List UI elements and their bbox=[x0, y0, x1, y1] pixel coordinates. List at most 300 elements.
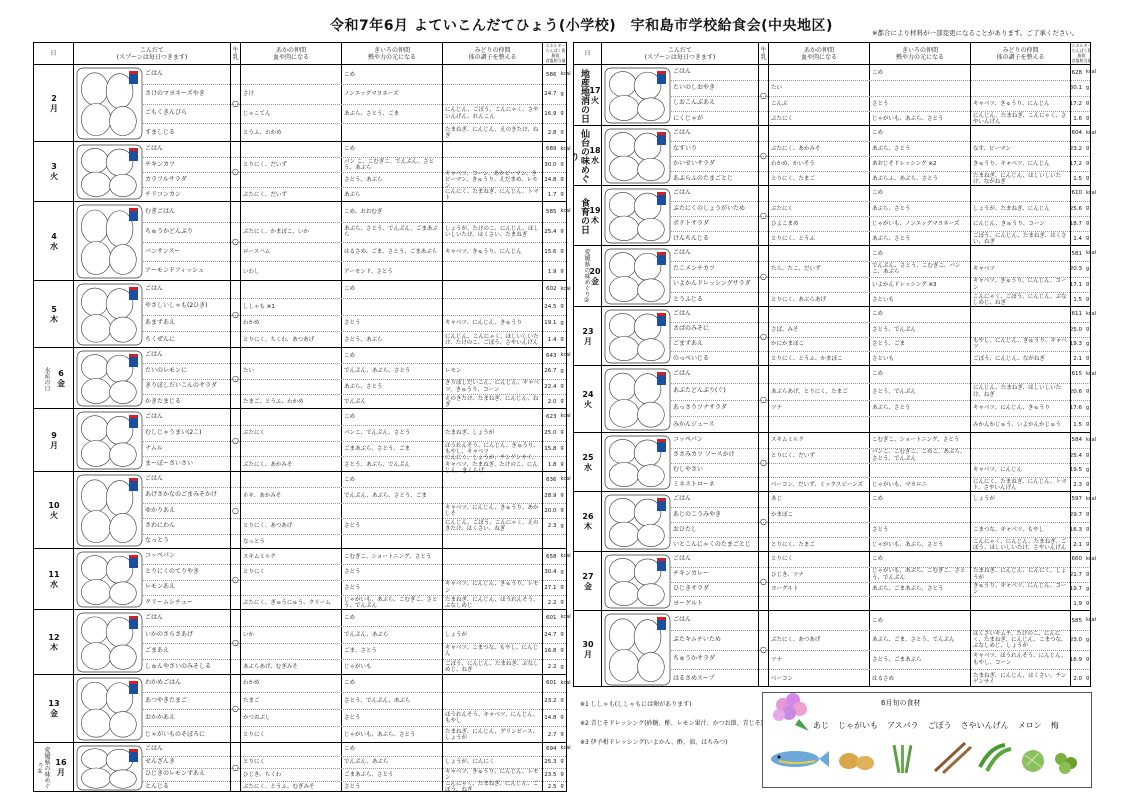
red-ingredients: とりにく bbox=[243, 759, 266, 766]
dish-name: たいのレモンに bbox=[145, 367, 188, 375]
yellow-ingredients: こめ bbox=[872, 130, 884, 137]
seasonal-title: 6月旬の食材 bbox=[881, 699, 921, 707]
nutrition-unit: kcal bbox=[1086, 616, 1097, 623]
nutrition-value: 25.0 bbox=[544, 430, 557, 437]
green-ingredients: レモン bbox=[445, 368, 462, 375]
yellow-ingredients: はるさめ、ごま、さとう、ごまあぶら bbox=[344, 248, 438, 255]
red-ingredients bbox=[241, 348, 341, 363]
green-ingredients: ほうれんそう、にんじん、きゅうり、もやし、キャベツ bbox=[445, 442, 539, 455]
dish-row bbox=[671, 201, 1090, 216]
dish-name: あまずあえ bbox=[145, 319, 176, 327]
day-weekday: 火 bbox=[50, 510, 58, 520]
day-date bbox=[34, 549, 74, 610]
yellow-ingredients: さとう bbox=[344, 784, 361, 791]
red-ingredients: ぶたにく bbox=[243, 430, 266, 437]
dish-name: チキンカツ bbox=[145, 160, 175, 168]
green-ingredients bbox=[443, 85, 542, 103]
red-ingredients: わかめ bbox=[243, 680, 260, 687]
dish-name: むぎごはん bbox=[145, 207, 176, 215]
nutrition-unit: g bbox=[1086, 451, 1090, 458]
dish-name: レモンあえ bbox=[145, 583, 176, 591]
dish-name: けんちんじる bbox=[673, 234, 710, 242]
red-ingredients: とりにく、あつあげ bbox=[243, 523, 293, 530]
green-ingredients bbox=[443, 281, 542, 298]
yellow-ingredients bbox=[870, 81, 970, 95]
nutrition-value: 586 bbox=[546, 71, 557, 78]
yellow-ingredients: さとう、でんぷん、あぶら bbox=[344, 697, 411, 704]
red-ingredients: スキムミルク bbox=[243, 553, 276, 560]
dish-row bbox=[143, 456, 566, 472]
nutrition-value: 23.2 bbox=[1069, 145, 1083, 152]
nutrition-value: 23.2 bbox=[544, 697, 557, 704]
dish-name: なっとう bbox=[145, 537, 170, 545]
nutrition-unit: kcal bbox=[1086, 310, 1097, 317]
dish-row bbox=[671, 400, 1090, 417]
red-ingredients: あぶらあげ、むぎみそ bbox=[243, 664, 298, 671]
day-weekday: 月 bbox=[50, 440, 58, 450]
day-block-18 bbox=[568, 126, 1097, 186]
day-weekday: 水 bbox=[584, 462, 592, 472]
nutrition-value: 21.7 bbox=[1069, 571, 1083, 578]
yellow-ingredients: あぶら、さとう、ごま bbox=[344, 110, 400, 117]
nutrition-value: 24.8 bbox=[544, 176, 557, 183]
dish-row bbox=[671, 141, 1090, 156]
nutrition-unit: g bbox=[1086, 99, 1090, 106]
dish-name: むしじゃうまい(2こ) bbox=[145, 428, 202, 436]
dish-row bbox=[143, 580, 566, 595]
dish-row bbox=[143, 709, 566, 726]
yellow-ingredients: あぶら、ごまあぶら、さとう bbox=[872, 586, 944, 593]
red-ingredients bbox=[241, 504, 341, 518]
yellow-ingredients: さとう、ごま bbox=[872, 341, 906, 348]
dish-row bbox=[143, 363, 566, 378]
nutrition-value: 25.0 bbox=[1069, 326, 1083, 333]
dish-name: ごはん bbox=[145, 412, 164, 420]
nutrition-value: 1.5 bbox=[1073, 175, 1083, 182]
nutrition-unit: g bbox=[560, 522, 564, 529]
day-block-19 bbox=[574, 186, 1097, 246]
red-ingredients: わかめ、かいそう bbox=[771, 160, 815, 167]
nutrition-unit: g bbox=[560, 631, 564, 638]
yellow-ingredients bbox=[342, 535, 442, 549]
red-ingredients bbox=[241, 173, 341, 187]
header-nutrition: エネルギー たんぱく質 脂質 食塩相当量 bbox=[545, 43, 566, 63]
header-red: あかの仲間 血や肉になる bbox=[769, 43, 870, 65]
green-ingredients: ほうれんそう、キャベツ、にんじん、もやし bbox=[445, 711, 539, 724]
meal-tray-illustration bbox=[604, 368, 671, 431]
yellow-ingredients: さとう bbox=[872, 100, 889, 107]
dish-name: のっぺいじる bbox=[673, 354, 709, 362]
nutrition-value: 20.0 bbox=[544, 507, 557, 514]
dish-row bbox=[671, 126, 1097, 141]
meal-tray-illustration bbox=[76, 551, 143, 608]
dish-row bbox=[143, 518, 566, 533]
day-date bbox=[34, 65, 74, 142]
red-ingredients bbox=[241, 472, 341, 487]
nutrition-value: 689 bbox=[546, 146, 557, 153]
milk-mark: ○ bbox=[232, 98, 239, 108]
red-ingredients: とりにく、とうふ、かまぼこ bbox=[771, 356, 843, 363]
green-ingredients bbox=[443, 549, 542, 564]
day-date bbox=[588, 65, 602, 126]
milk-mark: ○ bbox=[232, 763, 239, 772]
nutrition-unit: g bbox=[1086, 481, 1090, 488]
dish-name: ひじきサラダ bbox=[673, 585, 709, 593]
yellow-ingredients: ノンエッグマヨネーズ bbox=[344, 91, 399, 98]
seasonal-item: アスパラ bbox=[887, 721, 919, 730]
dish-row bbox=[143, 123, 566, 142]
nutrition-value: 602 bbox=[546, 286, 557, 293]
yellow-ingredients bbox=[870, 508, 970, 522]
yellow-ingredients: パンこ、でんぷん、さとう bbox=[344, 430, 411, 437]
day-date bbox=[34, 281, 74, 348]
dish-row bbox=[671, 171, 1090, 186]
day-number: 16 bbox=[55, 758, 67, 768]
dish-name: やさしいしゃも(2ひき) bbox=[145, 302, 208, 310]
red-ingredients: こんぶ bbox=[771, 100, 788, 107]
yellow-ingredients: さとう、あぶら、でんぷん bbox=[344, 461, 411, 468]
dish-name: ごはん bbox=[145, 70, 164, 78]
day-weekday: 金 bbox=[591, 276, 599, 286]
day-date bbox=[34, 472, 74, 549]
green-ingredients: こんにゃく、にんじん、たまねぎ、ごぼう、ほしいしいたけ、さやいんげん bbox=[973, 538, 1067, 551]
dish-name: あぶたどんぶり(ぐ) bbox=[673, 387, 726, 395]
green-ingredients: しょうが bbox=[445, 631, 468, 638]
menu-table-left bbox=[33, 42, 571, 794]
nutrition-value: 2.8 bbox=[547, 129, 557, 136]
day-date bbox=[574, 433, 602, 492]
header-yellow: きいろの仲間 熱や力の元になる bbox=[342, 43, 443, 65]
green-ingredients: きゅうり、キャベツ、にんじん bbox=[973, 160, 1050, 167]
dish-row bbox=[671, 611, 1097, 630]
nutrition-value: 1.9 bbox=[547, 268, 557, 275]
nutrition-unit: kcal bbox=[560, 285, 571, 292]
nutrition-value: 623 bbox=[546, 413, 557, 420]
dish-name: ごはん bbox=[673, 555, 692, 563]
dish-name: チキンカレー bbox=[673, 570, 709, 578]
dish-name: バンサンスー bbox=[145, 247, 181, 255]
nutrition-unit: g bbox=[560, 429, 564, 436]
yellow-ingredients bbox=[870, 597, 970, 611]
dish-name: ぶたキムチいため bbox=[673, 636, 721, 644]
day-block-30 bbox=[574, 611, 1097, 688]
nutrition-unit: g bbox=[1086, 340, 1090, 347]
yellow-ingredients: でんぷん、あぶら、さとう bbox=[344, 368, 411, 375]
green-ingredients: ごぼう、にんじん、たまねぎ、はくさい、ねぎ bbox=[973, 232, 1067, 245]
nutrition-value: 20.6 bbox=[1069, 388, 1083, 395]
dish-name: ゆかりあえ bbox=[145, 506, 176, 514]
milk-mark: ○ bbox=[760, 576, 767, 586]
dish-row bbox=[143, 692, 566, 709]
nutrition-unit: g bbox=[1086, 355, 1090, 362]
nutrition-unit: kcal bbox=[1086, 249, 1097, 256]
header-red: あかの仲間 血や肉になる bbox=[241, 43, 342, 65]
nutrition-unit: g bbox=[1086, 145, 1090, 152]
dish-row bbox=[671, 650, 1090, 669]
day-weekday: 金 bbox=[584, 581, 592, 591]
nutrition-unit: kcal bbox=[1086, 555, 1097, 562]
dish-row bbox=[143, 315, 566, 332]
dish-name: むしやさい bbox=[673, 466, 704, 474]
yellow-ingredients: じゃがいも、あぶら、さとう bbox=[344, 731, 416, 738]
red-ingredients bbox=[769, 523, 869, 537]
day-block-20 bbox=[574, 246, 1097, 307]
green-ingredients bbox=[443, 743, 542, 756]
meal-tray-illustration bbox=[76, 67, 143, 140]
day-date bbox=[34, 409, 74, 472]
red-ingredients: ぶたにく、とうふ、むぎみそ bbox=[243, 784, 315, 791]
yellow-ingredients: さとう、でんぷん bbox=[872, 388, 917, 395]
day-block-17 bbox=[574, 65, 1097, 126]
nutrition-unit: g bbox=[1086, 570, 1090, 577]
nutrition-unit: kcal bbox=[560, 745, 571, 752]
nutrition-unit: g bbox=[560, 568, 564, 575]
day-weekday: 月 bbox=[57, 768, 65, 777]
day-date bbox=[574, 611, 602, 688]
dish-row bbox=[143, 104, 566, 123]
red-ingredients: とうふ、わかめ bbox=[243, 129, 282, 136]
day-number: 11 bbox=[48, 569, 60, 579]
nutrition-unit: g bbox=[560, 176, 564, 183]
melon-icon bbox=[1022, 750, 1044, 772]
nutrition-unit: g bbox=[560, 599, 564, 606]
yellow-ingredients: じゃがいも、あぶら、こむぎこ、さとう、でんぷん bbox=[872, 568, 966, 581]
dish-row bbox=[671, 477, 1090, 492]
dish-name: いかのさらさあげ bbox=[145, 630, 194, 638]
dish-row bbox=[143, 157, 566, 172]
green-ingredients: しょうが、たけのこ、にんじん、ほしいしいたけ、はくさい、たまねぎ bbox=[445, 225, 539, 239]
nutrition-unit: g bbox=[560, 248, 564, 255]
dish-name: ごはん bbox=[673, 249, 692, 257]
day-date bbox=[574, 307, 602, 366]
day-number: 25 bbox=[582, 452, 594, 462]
red-ingredients: ベーコン、だいず、ミックスビーンズ bbox=[771, 482, 863, 489]
green-ingredients bbox=[971, 65, 1070, 80]
dish-row bbox=[671, 433, 1097, 448]
yellow-ingredients: あぶら、ごま、さとう、でんぷん bbox=[872, 637, 955, 644]
green-ingredients: にんじん、ごぼう、こんにゃく、えのきたけ、はくさい、ねぎ bbox=[445, 520, 539, 533]
yellow-ingredients: でんぷん、さとう、こむぎこ、パンこ、あぶら bbox=[872, 263, 961, 276]
dish-row bbox=[143, 298, 566, 315]
meal-tray-illustration bbox=[604, 309, 671, 364]
red-ingredients: かつおぶし bbox=[243, 714, 271, 721]
yellow-ingredients: さとう、ごまあぶら bbox=[872, 656, 922, 663]
day-date bbox=[588, 186, 602, 246]
green-ingredients bbox=[443, 610, 542, 626]
meal-tray-illustration bbox=[76, 474, 143, 547]
nutrition-unit: kcal bbox=[560, 70, 571, 77]
green-ingredients bbox=[971, 323, 1070, 337]
yellow-ingredients: ごまあぶら、さとう bbox=[344, 771, 394, 778]
yellow-ingredients: さとう bbox=[344, 569, 361, 576]
special-day-label: 食育の日 bbox=[579, 198, 589, 234]
potato-icon bbox=[839, 753, 874, 770]
dish-row bbox=[143, 65, 571, 84]
dish-row bbox=[671, 186, 1097, 201]
day-number: 24 bbox=[582, 389, 594, 399]
dish-row bbox=[671, 261, 1090, 276]
day-number: 5 bbox=[51, 304, 57, 314]
nutrition-unit: g bbox=[560, 382, 564, 389]
asparagus-icon bbox=[893, 745, 913, 773]
menu-table-right bbox=[568, 42, 1097, 687]
nutrition-unit: g bbox=[560, 445, 564, 452]
milk-mark: ○ bbox=[760, 90, 767, 100]
seasonal-item: さやいんげん bbox=[960, 721, 1009, 730]
red-ingredients: たまご bbox=[243, 697, 260, 704]
nutrition-unit: kcal bbox=[560, 614, 571, 621]
nutrition-unit: g bbox=[560, 491, 564, 498]
dish-row bbox=[143, 643, 566, 659]
day-weekday: 水 bbox=[50, 241, 58, 251]
red-ingredients bbox=[241, 281, 341, 298]
yellow-ingredients: さとう bbox=[872, 526, 889, 533]
green-ingredients bbox=[443, 65, 542, 84]
yellow-ingredients: さとう、あぶら bbox=[344, 176, 383, 183]
footnote: ※1 ししゃも(ししゃもには卵があります) bbox=[580, 701, 692, 708]
dish-name: ちくぜんに bbox=[145, 335, 176, 343]
nutrition-value: 30.4 bbox=[544, 569, 557, 576]
dish-row bbox=[671, 292, 1090, 307]
dish-name: ごもくきんぴら bbox=[145, 109, 188, 117]
dish-row bbox=[143, 394, 566, 409]
nutrition-value: 2.2 bbox=[547, 599, 557, 606]
dish-name: しおこんぶあえ bbox=[673, 99, 716, 107]
nutrition-unit: g bbox=[1086, 675, 1090, 682]
day-block-2 bbox=[34, 65, 571, 142]
milk-mark: ○ bbox=[232, 505, 239, 515]
red-ingredients: いわし bbox=[243, 268, 260, 275]
green-ingredients bbox=[971, 366, 1070, 383]
dish-row bbox=[143, 187, 566, 202]
meal-tray-illustration bbox=[604, 67, 671, 124]
nutrition-value: 2.7 bbox=[547, 731, 557, 738]
dish-name: ちゅうかどんぶり bbox=[145, 227, 194, 235]
dish-name: みかんジュース bbox=[673, 420, 715, 428]
milk-mark: ○ bbox=[760, 394, 767, 404]
ume-icon bbox=[1055, 753, 1077, 774]
day-weekday: 金 bbox=[57, 378, 65, 388]
red-ingredients bbox=[769, 186, 869, 201]
red-ingredients: ぶたにく、あかみそ bbox=[243, 461, 293, 468]
nutrition-unit: g bbox=[560, 758, 564, 765]
green-ingredients: しょうが bbox=[973, 496, 996, 503]
dish-row bbox=[143, 409, 571, 425]
nutrition-value: 597 bbox=[1071, 496, 1083, 503]
day-number: 30 bbox=[582, 639, 594, 649]
day-weekday: 金 bbox=[50, 709, 58, 718]
dish-row bbox=[671, 366, 1097, 383]
special-day-label: 愛媛県の味めぐり① bbox=[36, 747, 50, 789]
nutrition-unit: kcal bbox=[1086, 436, 1097, 443]
nutrition-unit: g bbox=[1086, 511, 1090, 518]
dish-name: コッペパン bbox=[145, 552, 175, 560]
dish-name: ポテトサラダ bbox=[673, 219, 709, 227]
day-number: 27 bbox=[582, 571, 594, 581]
dish-row bbox=[143, 222, 566, 242]
dish-name: さけのマヨネーズやき bbox=[145, 90, 205, 98]
header-milk: 牛 乳 bbox=[231, 43, 241, 65]
yellow-ingredients: こめ bbox=[872, 311, 884, 318]
day-block-4 bbox=[34, 202, 571, 281]
green-ingredients bbox=[971, 433, 1070, 448]
yellow-ingredients: こめ bbox=[344, 746, 356, 753]
green-ingredients: キャベツ、にんじん bbox=[973, 467, 1023, 474]
milk-mark: ○ bbox=[760, 331, 767, 341]
dish-row bbox=[143, 743, 571, 756]
nutrition-value: 2.1 bbox=[1073, 356, 1083, 363]
red-ingredients bbox=[769, 417, 869, 433]
nutrition-unit: g bbox=[560, 90, 564, 97]
dish-row bbox=[671, 537, 1090, 552]
green-ingredients bbox=[443, 299, 542, 315]
yellow-ingredients bbox=[870, 464, 970, 478]
dish-name: ごはん bbox=[673, 310, 692, 318]
yellow-ingredients: パンこ、こむぎこ、こめこ、あぶら、さとう、でんぷん bbox=[872, 449, 966, 462]
day-date bbox=[34, 142, 74, 202]
nutrition-value: 20.3 bbox=[1069, 266, 1083, 273]
milk-mark: ○ bbox=[232, 167, 239, 176]
dish-row bbox=[671, 351, 1090, 366]
green-ingredients bbox=[443, 565, 542, 579]
red-ingredients: いか bbox=[243, 631, 255, 638]
dish-row bbox=[671, 448, 1090, 463]
red-ingredients: とりにく、とうふ bbox=[771, 235, 815, 242]
nutrition-unit: g bbox=[560, 663, 564, 670]
dish-name: じゃがいものそぼろに bbox=[145, 730, 206, 738]
nutrition-value: 604 bbox=[1071, 130, 1083, 137]
yellow-ingredients: こむぎこ、ショートニング、さとう bbox=[344, 553, 432, 560]
dish-row bbox=[143, 549, 571, 564]
seasonal-box bbox=[762, 692, 1092, 788]
nutrition-value: 581 bbox=[1071, 250, 1083, 257]
nutrition-value: 19.1 bbox=[544, 320, 557, 327]
yellow-ingredients: こめ bbox=[872, 496, 884, 503]
nutrition-value: 1.4 bbox=[1073, 235, 1083, 242]
meal-tray-illustration bbox=[76, 745, 143, 791]
green-ingredients: キャベツ、にんじん、きゅうり bbox=[973, 405, 1050, 412]
day-block-13 bbox=[34, 675, 571, 743]
dish-row bbox=[143, 534, 566, 549]
dish-name: ごまずあえ bbox=[673, 340, 704, 348]
dish-row bbox=[143, 726, 566, 743]
dish-row bbox=[143, 503, 566, 518]
milk-mark: ○ bbox=[232, 637, 239, 647]
red-ingredients: わかめ bbox=[243, 320, 260, 327]
day-date bbox=[588, 246, 602, 307]
day-weekday: 水 bbox=[591, 156, 599, 165]
green-ingredients: みかんかじゅう、いよかんかじゅう bbox=[973, 422, 1062, 429]
yellow-ingredients: あぶら、さとう、でんぷん、ごまあぶら bbox=[344, 225, 438, 239]
nutrition-unit: g bbox=[1086, 655, 1090, 662]
red-ingredients: あじ bbox=[771, 496, 783, 503]
red-ingredients: ベーコン bbox=[771, 675, 794, 682]
yellow-ingredients: ごま、さとう bbox=[344, 648, 378, 655]
nutrition-unit: g bbox=[1086, 205, 1090, 212]
yellow-ingredients: こめ bbox=[872, 556, 884, 563]
dish-name: いよかんドレッシングサラダ bbox=[673, 280, 751, 288]
green-ingredients: もやし、にんじん、きゅうり、キャベツ bbox=[973, 338, 1067, 351]
nutrition-value: 2.0 bbox=[1073, 675, 1083, 682]
nutrition-unit: g bbox=[1086, 541, 1090, 548]
dish-name: ひじきのレモンずあえ bbox=[145, 770, 206, 778]
yellow-ingredients: でんぷん、あぶら、さとう、ごま bbox=[344, 492, 427, 499]
red-ingredients: ししゃも ※1 bbox=[243, 303, 275, 310]
meal-tray-illustration bbox=[76, 612, 143, 673]
yellow-ingredients: じゃがいも、あぶら、こむぎこ、さとう、でんぷん bbox=[344, 596, 438, 609]
yellow-ingredients: こめ bbox=[872, 617, 884, 624]
nutrition-value: 19.3 bbox=[1069, 341, 1083, 348]
